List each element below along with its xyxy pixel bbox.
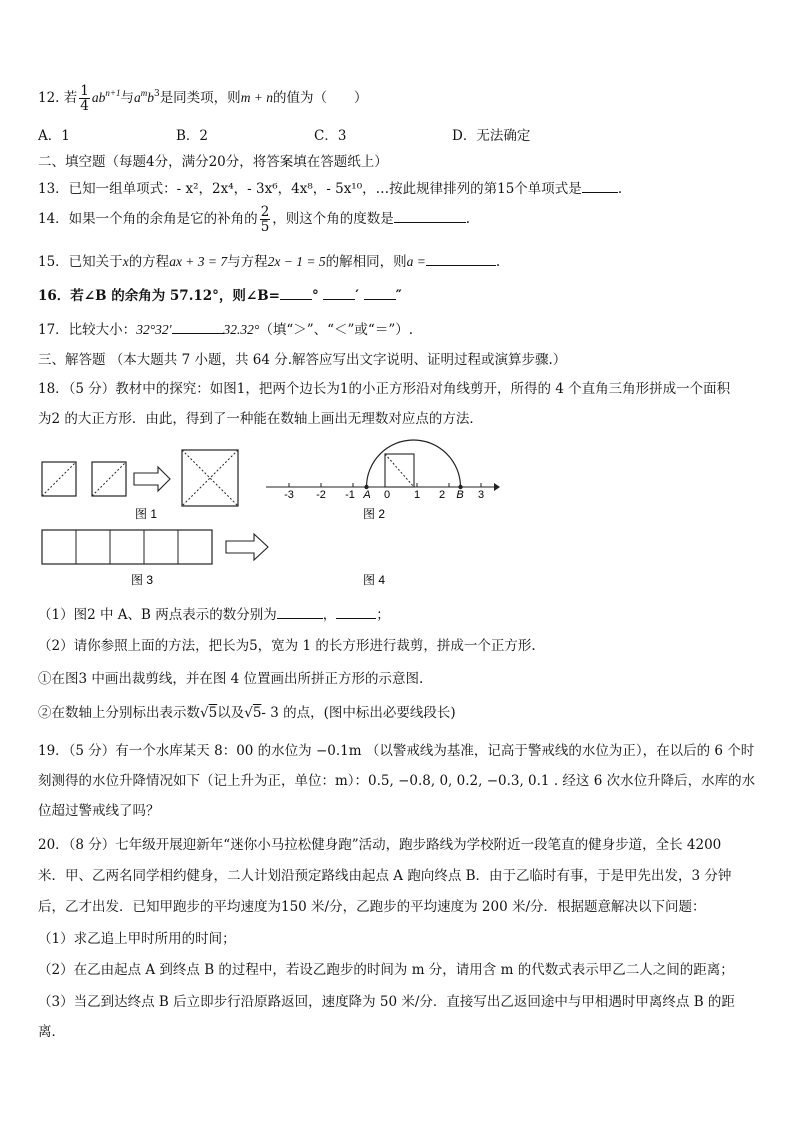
figure-area [0, 432, 794, 592]
point-b-label: B [456, 489, 464, 501]
q20-part-2: （2）在乙由起点 A 到终点 B 的过程中，若设乙跑步的时间为 m 分，请用含 m 的代数式表示甲乙二人之间的距离； [38, 962, 734, 978]
q20-line2: 米．甲、乙两名同学相约健身，二人计划沿预定路线由起点 A 跑向终点 B．由于乙临时有事，于是甲先出发，3 分钟 [38, 868, 732, 884]
q12-term2-b: b [147, 90, 154, 105]
figure-1 [42, 450, 238, 506]
q19-line3: 位超过警戒线了吗？ [38, 803, 160, 819]
q14-pre: 14．如果一个角的余角是它的补角的 [38, 211, 258, 227]
q12-prefix: 若 [63, 90, 78, 106]
q18-part-2: （2）请你参照上面的方法，把长为5，宽为 1 的长方形进行裁剪，拼成一个正方形. [38, 638, 536, 654]
section-3-heading: 三、解答题 （本大题共 7 小题，共 64 分.解答应写出文字说明、证明过程或演算步骤.） [38, 352, 567, 368]
q15-eq2: 2x − 1 = 5 [267, 254, 326, 269]
sqrt-5-b-radicand: 5 [252, 705, 262, 721]
q12-number: 12. [38, 90, 60, 106]
q15-x: x [122, 254, 129, 269]
q18-line2: 为2 的大正方形．由此，得到了一种能在数轴上画出无理数对应点的方法． [38, 411, 483, 427]
q12-term1-exp: n+1 [105, 88, 121, 98]
number-line-tick-label: -2 [316, 489, 326, 501]
fig3-arrow-icon [226, 534, 268, 560]
q20-line3: 后，乙才出发．已知甲跑步的平均速度为150 米/分，乙跑步的平均速度为 200 米/分．根据题意解决以下问题： [38, 899, 706, 915]
q17-pre: 17．比较大小： [38, 322, 137, 338]
q14-frac-num: 2 [260, 204, 270, 220]
q15-answer-blank[interactable] [426, 265, 496, 266]
q17-left: 32°32′ [136, 322, 172, 337]
fig3-label: 图 3 [130, 573, 154, 587]
q18-blank-a[interactable] [277, 618, 323, 619]
q18-part-1 [38, 603, 390, 623]
question-12 [38, 84, 368, 113]
q17-post: （填“＞”、“＜”或“＝”）. [259, 322, 414, 338]
q15-mid2: 与方程 [227, 254, 268, 270]
q15-end: . [495, 254, 501, 270]
q16-degree-mark: ° [311, 288, 319, 304]
q14-post: ，则这个角的度数是 [272, 211, 394, 227]
figure-3 [42, 530, 268, 564]
q12-option-c: C．3 [314, 128, 347, 144]
number-line-tick-label: 0 [383, 489, 391, 501]
q18-c2-mid: 以及 [217, 705, 245, 721]
question-13 [38, 177, 622, 197]
q15-mid1: 的方程 [128, 254, 170, 270]
sqrt-5-a: √5 [200, 705, 218, 721]
q14-answer-blank[interactable] [394, 222, 466, 223]
q12-frac-num: 1 [80, 83, 89, 99]
q16-second-blank[interactable] [364, 299, 396, 300]
q16-minute-mark: ′ [355, 288, 359, 304]
q13-end: . [617, 181, 623, 197]
number-line-arrow-icon [494, 483, 500, 491]
q19-line1: 19．（5 分）有一个水库某天 8：00 的水位为 −0.1m （以警戒线为基准，记高于警戒线的水位为正），在以后的 6 个时 [38, 743, 755, 759]
fig2-label: 图 2 [362, 507, 386, 521]
number-line-tick-label: -3 [284, 489, 294, 501]
sqrt-5-b: √5 [244, 705, 262, 721]
q18-c2-post: - 3 的点，(图中标出必要线段长) [261, 705, 456, 721]
point-a-label: A [363, 489, 371, 501]
sqrt-5-a-radicand: 5 [208, 705, 218, 721]
q16-minute-blank[interactable] [323, 299, 355, 300]
fig2-diagonal [385, 454, 414, 487]
q16-pre: 16．若∠B 的余角为 57.12°，则∠B= [38, 288, 280, 304]
fig1-arrow-icon [134, 467, 170, 491]
number-line-tick-label: 1 [413, 489, 421, 501]
q16-second-mark: ″ [395, 288, 402, 304]
q12-term2-a: a [133, 90, 141, 105]
number-line-tick-label: 2 [438, 489, 446, 501]
q12-expr: m + n [240, 90, 274, 105]
question-17 [38, 318, 413, 338]
figure-2 [266, 440, 500, 501]
q18-part-2-1: ①在图3 中画出裁剪线，并在图 4 位置画出所拼正方形的示意图. [38, 671, 424, 687]
question-16 [38, 284, 402, 304]
fig3-rectangle [42, 530, 212, 564]
question-14 [38, 205, 470, 234]
number-line-ticks [284, 483, 484, 501]
q15-mid3: 的解相同，则 [325, 254, 407, 270]
q15-eq1: ax + 3 = 7 [169, 254, 228, 269]
q13-answer-blank[interactable] [582, 192, 618, 193]
q14-fraction [260, 205, 271, 234]
q12-post: 是同类项，则 [159, 90, 241, 106]
question-15 [38, 250, 500, 270]
number-line-tick-label: 3 [477, 489, 485, 501]
q20-part-3-line1: （3）当乙到达终点 B 后立即步行沿原路返回，速度降为 50 米/分．直接写出乙返回途中与甲相遇时甲离终点 B 的距 [38, 994, 735, 1010]
fig4-label: 图 4 [362, 573, 386, 587]
q12-term1: ab [91, 90, 106, 105]
q18-c2-pre: ②在数轴上分别标出表示数 [38, 705, 200, 721]
q13-text: 13．已知一组单项式：- x²，2x⁴，- 3x⁶，4x⁸，- 5x¹⁰，…按此规律排列的第15个单项式是 [38, 181, 582, 197]
q18-blank-b[interactable] [336, 618, 376, 619]
q20-part-3-line2: 离． [38, 1024, 65, 1040]
fig1-large-diag-1 [182, 450, 238, 506]
fig1-large-diag-2 [182, 450, 238, 506]
q12-option-a: A．1 [38, 128, 70, 144]
q18-part-1-end: ； [376, 607, 390, 623]
fig1-diagonal-2 [92, 462, 126, 496]
q20-part-1: （1）求乙追上甲时所用的时间； [38, 931, 236, 947]
q12-mid: 与 [120, 90, 134, 106]
q15-pre: 15．已知关于 [38, 254, 123, 270]
q12-term2-a-exp: m [140, 88, 148, 98]
fig1-diagonal-1 [42, 462, 76, 496]
q14-end: . [465, 211, 471, 227]
fig1-label: 图 1 [134, 507, 158, 521]
q18-line1: 18．（5 分）教材中的探究：如图1，把两个边长为1的小正方形沿对角线剪开，所得的 4 个直角三角形拼成一个面积 [38, 381, 731, 397]
q12-option-d: D．无法确定 [452, 128, 531, 144]
q20-line1: 20．（8 分）七年级开展迎新年“迷你小马拉松健身跑”活动，跑步路线为学校附近一段笔直的健身步道，全长 4200 [38, 837, 722, 853]
q15-a: a = [406, 254, 426, 269]
q12-term2-b-exp: 3 [153, 89, 160, 99]
q14-frac-den: 5 [260, 219, 270, 235]
number-line-tick-label: -1 [345, 489, 355, 501]
section-2-heading: 二、填空题（每题4分，满分20分，将答案填在答题纸上） [38, 154, 388, 170]
fig1-large-square [182, 450, 238, 506]
q18-part-2-2 [38, 701, 456, 721]
q16-degree-blank[interactable] [280, 299, 312, 300]
q18-part-1-sep: ， [322, 607, 337, 623]
q17-right: 32.32° [223, 322, 260, 337]
q12-tail: 的值为（ ） [273, 90, 368, 106]
q12-frac-den: 4 [80, 98, 89, 114]
q12-fraction [79, 84, 90, 113]
q17-answer-blank[interactable] [172, 333, 224, 334]
q18-part-1-text: （1）图2 中 A、B 两点表示的数分别为 [38, 607, 277, 623]
q12-option-b: B．2 [176, 128, 209, 144]
q19-line2: 刻测得的水位升降情况如下（记上升为正，单位：m）：0.5, −0.8, 0, 0.2, −0.3, 0.1 . 经这 6 次水位升降后，水库的水 [38, 773, 756, 789]
